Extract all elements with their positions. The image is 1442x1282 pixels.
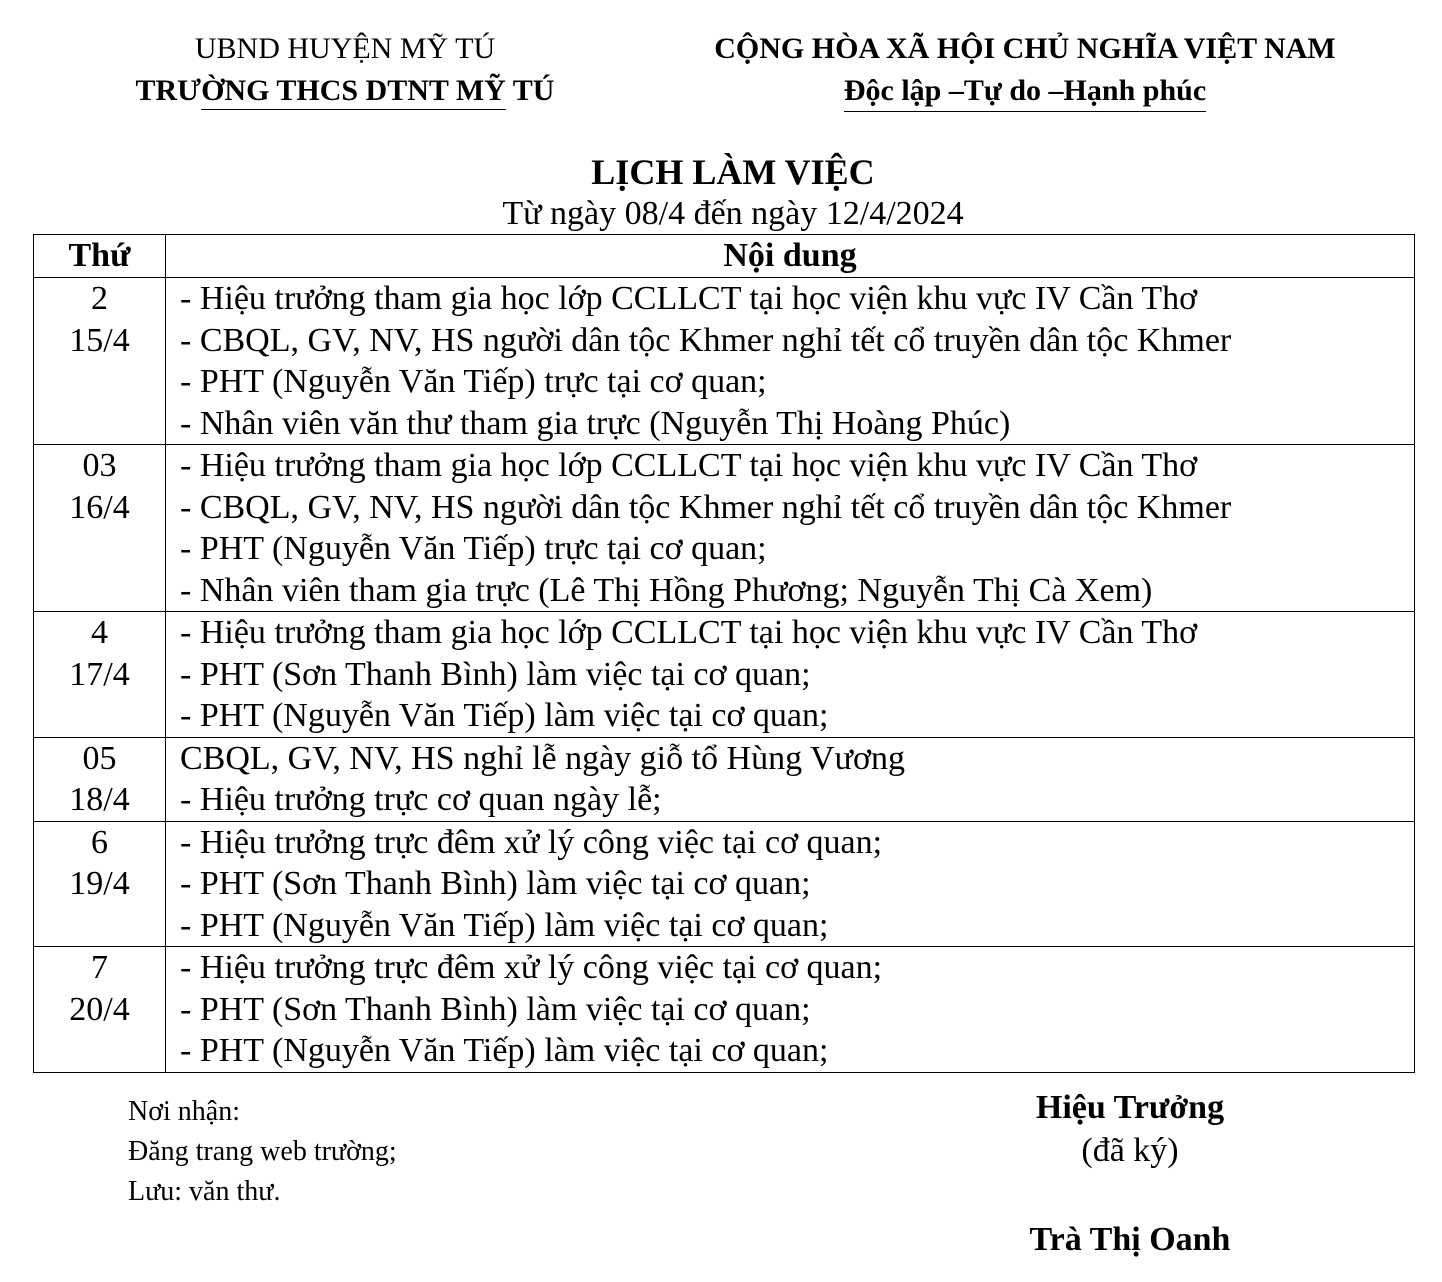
content-cell <box>166 445 1415 612</box>
day-date: 17/4 <box>69 655 130 693</box>
day-cell <box>34 445 166 612</box>
school-name <box>60 70 630 112</box>
national-motto-wrap <box>660 70 1390 112</box>
weekday-number: 4 <box>91 614 108 651</box>
schedule-item: - PHT (Nguyễn Văn Tiếp) trực tại cơ quan; <box>180 530 767 567</box>
weekday-number: 05 <box>82 739 117 777</box>
content-cell <box>166 947 1415 1073</box>
schedule-item: - CBQL, GV, NV, HS người dân tộc Khmer nghỉ tết cổ truyền dân tộc Khmer <box>180 321 1232 359</box>
schedule-item: - Nhân viên văn thư tham gia trực (Nguyễn Thị Hoàng Phúc) <box>180 404 1011 442</box>
schedule-item: - Nhân viên tham gia trực (Lê Thị Hồng Phương; Nguyễn Thị Cà Xem) <box>180 571 1153 609</box>
recipients-label: Nơi nhận: <box>128 1096 241 1127</box>
school-name-part: TRƯ <box>135 74 202 107</box>
table-row <box>34 278 1415 445</box>
schedule-item: - PHT (Nguyễn Văn Tiếp) trực tại cơ quan; <box>180 363 767 400</box>
weekday-number: 03 <box>82 447 117 484</box>
content-cell <box>166 612 1415 738</box>
schedule-item: - PHT (Sơn Thanh Bình) làm việc tại cơ quan; <box>180 865 811 902</box>
national-motto: Độc lập –Tự do –Hạnh phúc <box>844 74 1206 112</box>
schedule-item: - PHT (Nguyễn Văn Tiếp) làm việc tại cơ quan; <box>180 906 829 944</box>
signer-status: (đã ký) <box>1081 1132 1179 1169</box>
weekday-number: 2 <box>91 280 108 317</box>
schedule-item: - Hiệu trưởng tham gia học lớp CCLLCT tại học viện khu vực IV Cần Thơ <box>180 447 1198 484</box>
signer-title: Hiệu Trưởng <box>1035 1089 1225 1126</box>
day-cell <box>34 737 166 821</box>
schedule-item: - Hiệu trưởng trực đêm xử lý công việc tại cơ quan; <box>180 949 883 986</box>
day-date: 15/4 <box>69 321 130 359</box>
district-name: UBND HUYỆN MỸ TÚ <box>194 32 496 65</box>
school-name-underlined: ỜNG THCS DTNT MỸ <box>201 74 506 110</box>
day-cell <box>34 821 166 947</box>
column-header-day: Thứ <box>34 235 166 278</box>
schedule-item: - PHT (Sơn Thanh Bình) làm việc tại cơ quan; <box>180 990 811 1028</box>
header-right <box>660 28 1390 112</box>
day-cell <box>34 947 166 1073</box>
table-row <box>34 612 1415 738</box>
schedule-item: - Hiệu trưởng tham gia học lớp CCLLCT tại học viện khu vực IV Cần Thơ <box>180 614 1198 651</box>
table-row <box>34 445 1415 612</box>
recipients-block <box>128 1092 397 1212</box>
table-header-row <box>34 235 1415 278</box>
schedule-item: - Hiệu trưởng tham gia học lớp CCLLCT tại học viện khu vực IV Cần Thơ <box>180 280 1198 317</box>
weekday-number: 6 <box>91 823 108 861</box>
table-row <box>34 821 1415 947</box>
content-cell <box>166 278 1415 445</box>
column-header-content: Nội dung <box>166 235 1415 278</box>
document-title: LỊCH LÀM VIỆC <box>591 152 875 192</box>
content-cell <box>166 821 1415 947</box>
schedule-table <box>33 234 1415 1073</box>
day-date: 19/4 <box>69 865 130 902</box>
recipient-item: Đăng trang web trường; <box>128 1136 397 1167</box>
schedule-item: - PHT (Nguyễn Văn Tiếp) làm việc tại cơ quan; <box>180 1032 829 1069</box>
header-left <box>60 28 630 112</box>
day-date: 20/4 <box>69 990 130 1028</box>
schedule-item: - PHT (Sơn Thanh Bình) làm việc tại cơ quan; <box>180 655 811 693</box>
document-subtitle: Từ ngày 08/4 đến ngày 12/4/2024 <box>502 195 964 232</box>
content-cell <box>166 737 1415 821</box>
signature-block <box>940 1086 1320 1262</box>
schedule-item: - CBQL, GV, NV, HS người dân tộc Khmer nghỉ tết cổ truyền dân tộc Khmer <box>180 488 1232 526</box>
day-date: 18/4 <box>69 781 130 818</box>
schedule-item: - Hiệu trưởng trực đêm xử lý công việc tại cơ quan; <box>180 823 883 861</box>
table-row <box>34 737 1415 821</box>
weekday-number: 7 <box>91 949 108 986</box>
school-name-part: TÚ <box>505 74 555 107</box>
schedule-item: - Hiệu trưởng trực cơ quan ngày lễ; <box>180 781 662 818</box>
schedule-item: - PHT (Nguyễn Văn Tiếp) làm việc tại cơ quan; <box>180 697 829 734</box>
recipient-item: Lưu: văn thư. <box>128 1176 281 1207</box>
day-date: 16/4 <box>69 488 130 526</box>
day-cell <box>34 278 166 445</box>
national-title: CỘNG HÒA XÃ HỘI CHỦ NGHĨA VIỆT NAM <box>714 32 1336 65</box>
day-cell <box>34 612 166 738</box>
signer-name: Trà Thị Oanh <box>1029 1221 1231 1258</box>
schedule-item: CBQL, GV, NV, HS nghỉ lễ ngày giỗ tổ Hùng Vương <box>180 739 905 777</box>
table-row <box>34 947 1415 1073</box>
